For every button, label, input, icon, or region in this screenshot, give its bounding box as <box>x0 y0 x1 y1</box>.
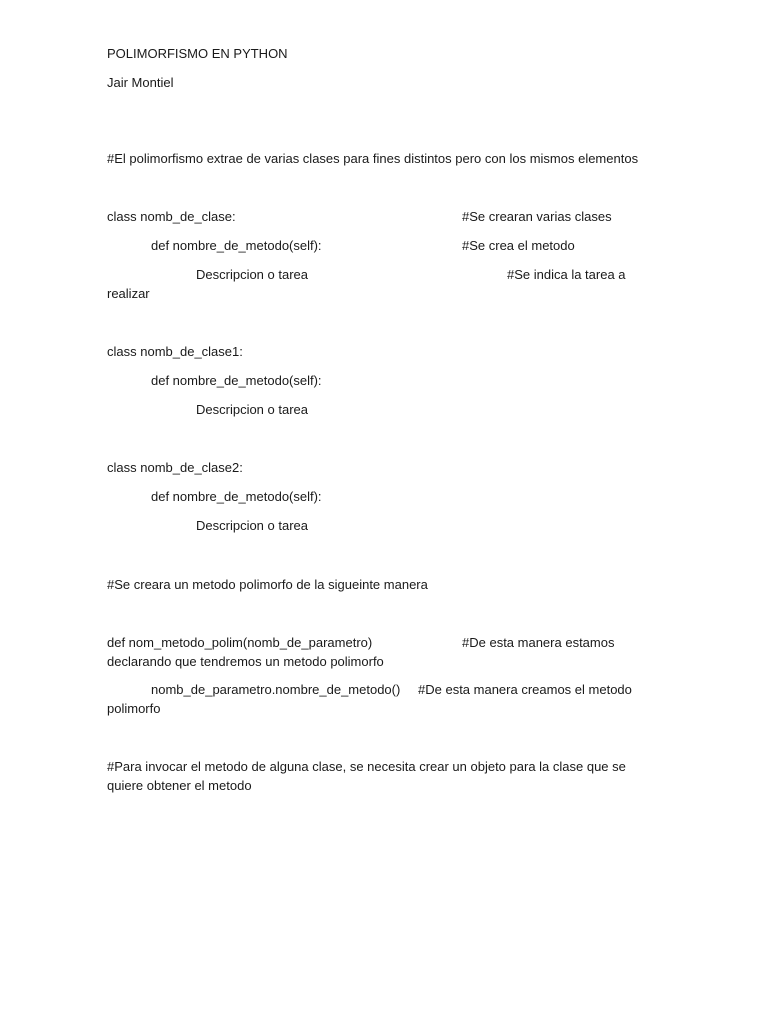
class-declaration-1: class nomb_de_clase1: <box>107 344 243 359</box>
method-definition: def nombre_de_metodo(self): <box>151 238 322 253</box>
polymorph-call-comment: #De esta manera creamos el metodo <box>418 682 632 697</box>
method-comment: #Se crea el metodo <box>462 238 575 253</box>
polymorph-function-definition: def nom_metodo_polim(nomb_de_parametro) <box>107 635 373 650</box>
method-definition-1: def nombre_de_metodo(self): <box>151 373 322 388</box>
polymorph-comment: #Se creara un metodo polimorfo de la sigueinte manera <box>107 577 428 592</box>
document-title: POLIMORFISMO EN PYTHON <box>107 46 288 61</box>
method-body: Descripcion o tarea <box>196 267 308 282</box>
polymorph-function-comment: #De esta manera estamos <box>462 635 615 650</box>
polymorph-method-call: nomb_de_parametro.nombre_de_metodo() <box>151 682 401 697</box>
class-comment: #Se crearan varias clases <box>462 209 612 224</box>
task-comment-continued: realizar <box>107 286 150 301</box>
method-body-1: Descripcion o tarea <box>196 402 308 417</box>
invoke-comment: #Para invocar el metodo de alguna clase, se necesita crear un objeto para la clase que se quiere obtener el metodo <box>107 759 626 793</box>
method-definition-2: def nombre_de_metodo(self): <box>151 489 322 504</box>
polymorph-function-comment-continued: declarando que tendremos un metodo polimorfo <box>107 654 384 669</box>
method-body-2: Descripcion o tarea <box>196 518 308 533</box>
task-comment: #Se indica la tarea a <box>507 267 626 282</box>
polymorph-call-comment-continued: polimorfo <box>107 701 161 716</box>
class-declaration-2: class nomb_de_clase2: <box>107 460 243 475</box>
intro-comment: #El polimorfismo extrae de varias clases para fines distintos pero con los mismos elementos <box>107 151 639 166</box>
class-declaration: class nomb_de_clase: <box>107 209 236 224</box>
document-author: Jair Montiel <box>107 75 174 90</box>
